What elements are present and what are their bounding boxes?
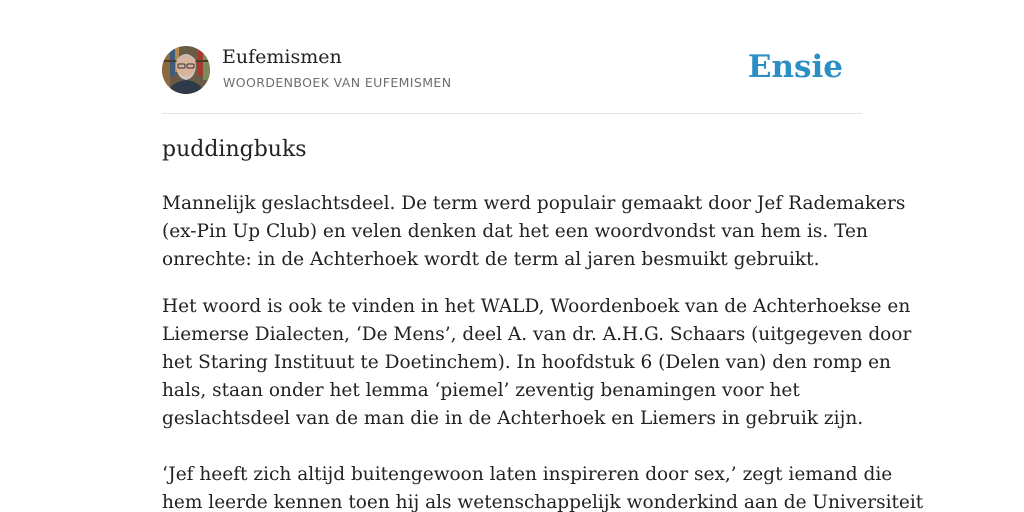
paragraph-definition [162,190,906,274]
entry-body [162,190,924,512]
avatar[interactable] [162,46,210,94]
text-line: hals, staan onder het lemma ‘piemel’ zeventig benamingen voor het [162,380,800,401]
header [162,46,862,96]
text-line: hem leerde kennen toen hij als wetenschappelijk wonderkind aan de Universiteit [162,492,924,512]
text-line: ‘Jef heeft zich altijd buitengewoon laten inspireren door sex,’ zegt iemand die [162,464,893,485]
text-line: geslachtsdeel van de man die in de Achterhoek en Liemers in gebruik zijn. [162,408,864,429]
entry-title: puddingbuks [162,137,307,162]
text-line: Mannelijk geslachtsdeel. De term werd populair gemaakt door Jef Rademakers [162,193,906,214]
author-name[interactable]: Eufemismen [222,46,342,68]
header-divider [162,113,862,114]
author-subtitle[interactable]: WOORDENBOEK VAN EUFEMISMEN [223,75,452,90]
text-line: het Staring Instituut te Doetinchem). In hoofdstuk 6 (Delen van) den romp en [162,352,891,373]
avatar-portrait-icon [162,46,210,94]
text-line: onrechte: in de Achterhoek wordt de term al jaren besmuikt gebruikt. [162,249,820,270]
text-line: (ex-Pin Up Club) en velen denken dat het een woordvondst van hem is. Ten [162,221,868,242]
text-line: Liemerse Dialecten, ‘De Mens’, deel A. van dr. A.H.G. Schaars (uitgegeven door [162,324,912,345]
brand-logo[interactable]: Ensie [747,49,843,85]
text-line: Het woord is ook te vinden in het WALD, Woordenboek van de Achterhoekse en [162,296,911,317]
paragraph-quote [162,461,924,512]
paragraph-source [162,293,912,433]
